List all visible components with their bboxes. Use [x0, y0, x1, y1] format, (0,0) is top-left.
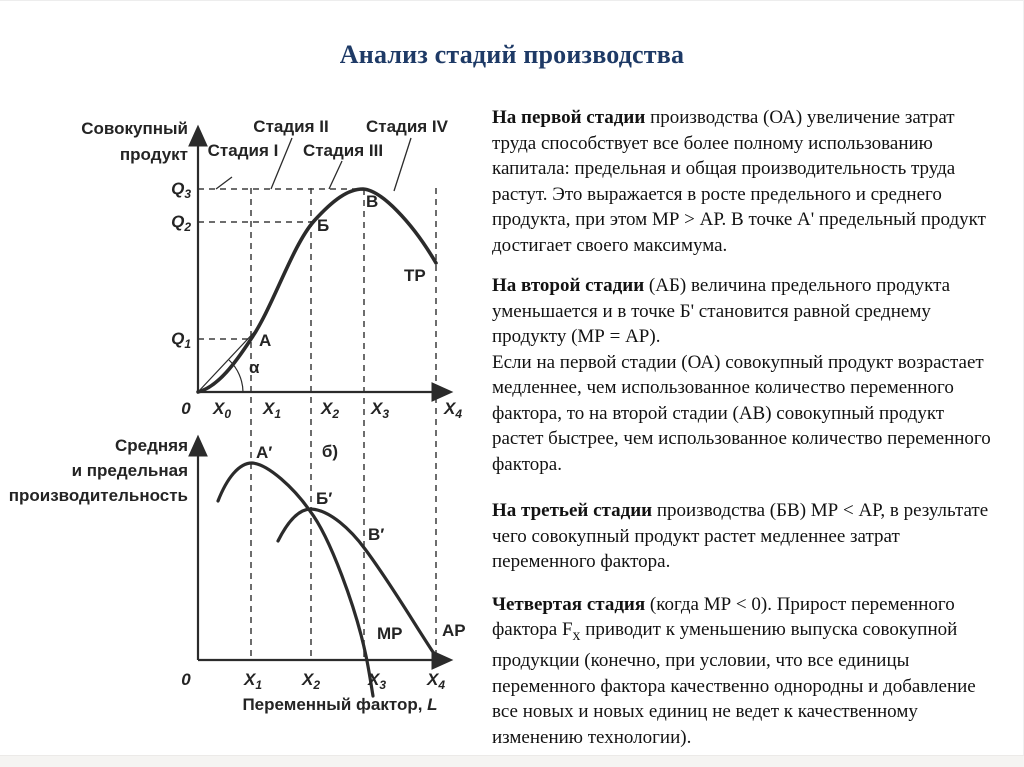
stage-4-lead: Четвертая стадия: [492, 593, 646, 615]
bottom-x-tick-x1: $X_1$: [243, 670, 263, 692]
paragraph-stage-1: На первой стадии производства (ОА) увеличение затрат труда способствует все более полному использованию капитала: предельная и общая производительность труда растут. Это выражается в росте предельного и среднего продукта, при этом МР > АР. В точке А' предельный продукт достигает своего максимума.: [492, 107, 986, 256]
top-x-tick-x4: $X_4$: [443, 399, 463, 421]
paragraph-stage-2: На второй стадии (АБ) величина предельного продукта уменьшается и в точке Б' становится равной среднему продукту (МР = АР).: [492, 275, 951, 347]
bottom-x-tick-x2: $X_2$: [301, 670, 321, 692]
dashed-guides: [198, 188, 436, 660]
ap-curve-label: AP: [442, 621, 466, 640]
q3-tick: $Q_3$: [171, 179, 191, 201]
point-b-prime-label: Б′: [316, 489, 333, 508]
paragraph-stage-2-continued: Если на первой стадии (ОА) совокупный продукт возрастает медленнее, чем использованное количество переменного фактора, то на второй стадии (АВ) совокупный продукт растет быстрее, чем использованное количество переменного фактора.: [492, 351, 991, 475]
page-title: Анализ стадий производства: [339, 40, 685, 69]
point-a-prime-label: A′: [256, 443, 273, 462]
point-v-label: В: [366, 192, 379, 211]
paragraph-stage-4: Четвертая стадия (когда МР < 0). Прирост переменного фактора $F_x$ приводит к уменьшению выпуска совокупной продукции (конечно, при условии, что все единицы переменного фактора качественно однородны и добавление все новых и новых единиц не ведет к качественному изменению технологии).: [492, 593, 976, 748]
q2-tick: $Q_2$: [171, 212, 191, 234]
stage-1-label: Стадия I: [207, 141, 279, 160]
paragraph-stage-3: На третьей стадии производства (БВ) МР < АР, в результате чего совокупный продукт растет медленнее затрат переменного фактора.: [492, 500, 989, 572]
bottom-x-axis-title: Переменный фактор, L: [242, 695, 438, 714]
top-x-tick-x2: $X_2$: [320, 399, 340, 421]
point-v-prime-label: В′: [368, 525, 385, 544]
stage-3-lead: На третьей стадии: [492, 500, 653, 521]
svg-text:производительность: производительность: [8, 486, 188, 505]
bottom-y-axis-label: Средняя: [114, 436, 188, 455]
top-x-tick-0: 0: [181, 399, 191, 418]
top-x-tick-x1: $X_1$: [262, 399, 282, 421]
f-subscript: x: [572, 626, 581, 644]
top-x-tick-x0: $X_0$: [212, 399, 232, 421]
bottom-x-tick-0: 0: [181, 670, 191, 689]
production-stages-diagram: [0, 96, 490, 746]
productivity-panel: [9, 436, 466, 714]
mp-curve-label: MP: [377, 624, 403, 643]
bottom-x-tick-x4: $X_4$: [426, 670, 446, 692]
ap-curve: [278, 509, 437, 658]
bottom-x-tick-x3: $X_3$: [367, 670, 387, 692]
point-b-label: Б: [317, 216, 330, 235]
stage-4-label: Стадия IV: [365, 117, 449, 136]
stage-1-lead: На первой стадии: [492, 107, 646, 128]
svg-text:и предельная: и предельная: [71, 461, 188, 480]
point-a-label: А: [259, 331, 272, 350]
explanation-text: [492, 105, 995, 750]
stage-2-label: Стадия II: [253, 117, 329, 136]
stage-2-lead: На второй стадии: [492, 275, 645, 296]
svg-text:продукт: продукт: [119, 145, 188, 164]
total-product-panel: [81, 117, 462, 660]
bottom-strip: [0, 755, 1024, 767]
tp-curve-label: TP: [404, 266, 426, 285]
alpha-label: α: [249, 358, 260, 377]
top-y-axis-label: Совокупный: [81, 119, 188, 138]
q1-tick: $Q_1$: [171, 329, 191, 351]
stage-3-label: Стадия III: [302, 141, 384, 160]
panel-b-label: б): [321, 442, 339, 461]
top-x-tick-x3: $X_3$: [370, 399, 390, 421]
